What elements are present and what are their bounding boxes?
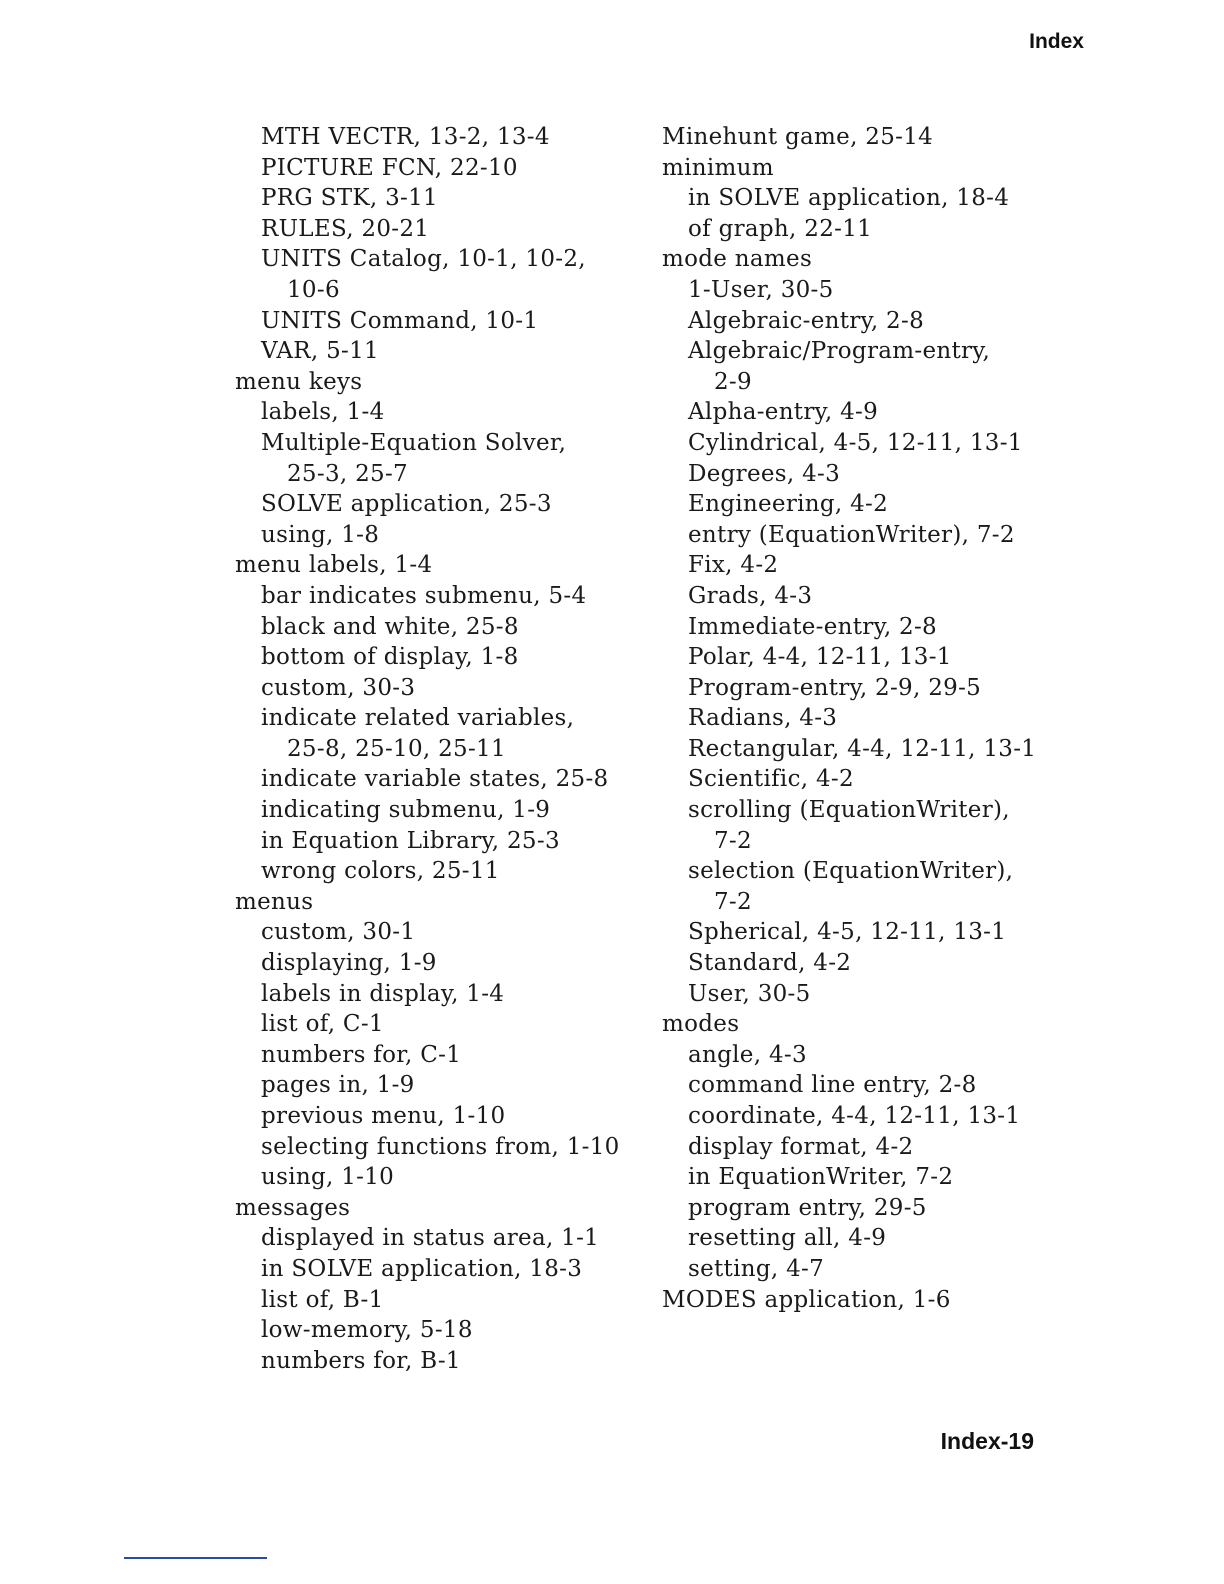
index-subentry: indicate related variables, [261, 705, 575, 732]
index-subentry: wrong colors, 25-11 [261, 858, 500, 885]
index-main-entry: modes [662, 1011, 740, 1038]
index-subentry: list of, C-1 [261, 1011, 384, 1038]
index-subentry: Engineering, 4-2 [688, 491, 889, 518]
index-subentry: Rectangular, 4-4, 12-11, 13-1 [688, 735, 1037, 762]
index-subentry: display format, 4-2 [688, 1133, 914, 1160]
index-subentry: Polar, 4-4, 12-11, 13-1 [688, 644, 952, 671]
index-main-entry: Minehunt game, 25-14 [662, 124, 934, 150]
index-subentry: Radians, 4-3 [688, 705, 838, 732]
index-subentry: User, 30-5 [688, 980, 811, 1007]
index-subentry: bar indicates submenu, 5-4 [261, 582, 587, 609]
index-subentry: program entry, 29-5 [688, 1194, 927, 1221]
index-subentry: labels, 1-4 [261, 399, 385, 426]
index-subentry: using, 1-8 [261, 521, 380, 548]
index-subentry: displaying, 1-9 [261, 950, 437, 977]
index-subentry: PRG STK, 3-11 [261, 185, 438, 212]
index-subentry: in SOLVE application, 18-4 [688, 185, 1010, 212]
index-subentry: 7-2 [714, 827, 752, 854]
index-subentry: Spherical, 4-5, 12-11, 13-1 [688, 919, 1007, 946]
index-subentry: Alpha-entry, 4-9 [688, 399, 879, 426]
index-subentry: numbers for, C-1 [261, 1041, 462, 1068]
index-main-entry: menu labels, 1-4 [235, 552, 433, 579]
index-subentry: labels in display, 1-4 [261, 980, 505, 1007]
index-subentry: indicate variable states, 25-8 [261, 766, 609, 793]
index-subentry: UNITS Catalog, 10-1, 10-2, [261, 246, 586, 273]
index-column-right [662, 122, 1082, 1315]
index-subentry: scrolling (EquationWriter), [688, 797, 1010, 824]
index-subentry: coordinate, 4-4, 12-11, 13-1 [688, 1103, 1021, 1129]
index-subentry: 2-9 [714, 368, 752, 395]
index-column-left [235, 122, 655, 1376]
index-subentry: in Equation Library, 25-3 [261, 827, 560, 854]
index-subentry: displayed in status area, 1-1 [261, 1225, 600, 1252]
running-head-title: Index [1029, 30, 1084, 53]
index-main-entry: MODES application, 1-6 [662, 1286, 951, 1313]
index-subentry: 10-6 [287, 276, 340, 303]
index-subentry: low-memory, 5-18 [261, 1317, 473, 1344]
index-main-entry: minimum [662, 154, 774, 181]
index-subentry: Immediate-entry, 2-8 [688, 613, 937, 640]
index-subentry: command line entry, 2-8 [688, 1072, 977, 1099]
index-subentry: 25-3, 25-7 [287, 460, 408, 487]
index-subentry: angle, 4-3 [688, 1041, 807, 1068]
index-subentry: Algebraic/Program-entry, [688, 338, 991, 365]
index-subentry: black and white, 25-8 [261, 613, 519, 640]
index-subentry: MTH VECTR, 13-2, 13-4 [261, 124, 550, 150]
index-subentry: selection (EquationWriter), [688, 858, 1014, 885]
index-subentry: Multiple-Equation Solver, [261, 429, 567, 456]
index-subentry: bottom of display, 1-8 [261, 644, 519, 671]
page-number: Index-19 [940, 1428, 1034, 1454]
index-subentry: Algebraic-entry, 2-8 [688, 307, 924, 334]
index-main-entry: menus [235, 888, 314, 915]
index-subentry: Standard, 4-2 [688, 950, 852, 977]
index-main-entry: mode names [662, 246, 813, 273]
index-subentry: Grads, 4-3 [688, 582, 813, 609]
index-main-entry: messages [235, 1194, 351, 1221]
index-subentry: indicating submenu, 1-9 [261, 797, 551, 824]
index-subentry: numbers for, B-1 [261, 1347, 461, 1374]
index-subentry: custom, 30-1 [261, 919, 416, 946]
index-subentry: resetting all, 4-9 [688, 1225, 887, 1252]
index-subentry: previous menu, 1-10 [261, 1103, 506, 1129]
index-subentry: pages in, 1-9 [261, 1072, 415, 1099]
index-subentry: Fix, 4-2 [688, 552, 779, 579]
index-subentry: 25-8, 25-10, 25-11 [287, 735, 506, 762]
index-subentry: in SOLVE application, 18-3 [261, 1255, 583, 1282]
index-subentry: selecting functions from, 1-10 [261, 1133, 620, 1160]
index-subentry: 7-2 [714, 888, 752, 915]
index-subentry: 1-User, 30-5 [688, 276, 834, 303]
index-subentry: Program-entry, 2-9, 29-5 [688, 674, 982, 701]
index-subentry: in EquationWriter, 7-2 [688, 1164, 954, 1191]
index-subentry: SOLVE application, 25-3 [261, 491, 552, 518]
index-subentry: RULES, 20-21 [261, 215, 430, 242]
index-subentry: VAR, 5-11 [261, 338, 379, 365]
index-subentry: PICTURE FCN, 22-10 [261, 154, 518, 181]
footnote-rule [124, 1557, 267, 1559]
index-subentry: UNITS Command, 10-1 [261, 307, 539, 334]
index-subentry: of graph, 22-11 [688, 215, 873, 242]
index-subentry: list of, B-1 [261, 1286, 384, 1313]
index-subentry: setting, 4-7 [688, 1255, 825, 1282]
index-subentry: Degrees, 4-3 [688, 460, 841, 487]
index-subentry: Scientific, 4-2 [688, 766, 854, 793]
index-subentry: Cylindrical, 4-5, 12-11, 13-1 [688, 429, 1023, 456]
index-subentry: entry (EquationWriter), 7-2 [688, 521, 1015, 548]
index-subentry: using, 1-10 [261, 1164, 395, 1191]
index-subentry: custom, 30-3 [261, 674, 416, 701]
index-main-entry: menu keys [235, 368, 363, 395]
